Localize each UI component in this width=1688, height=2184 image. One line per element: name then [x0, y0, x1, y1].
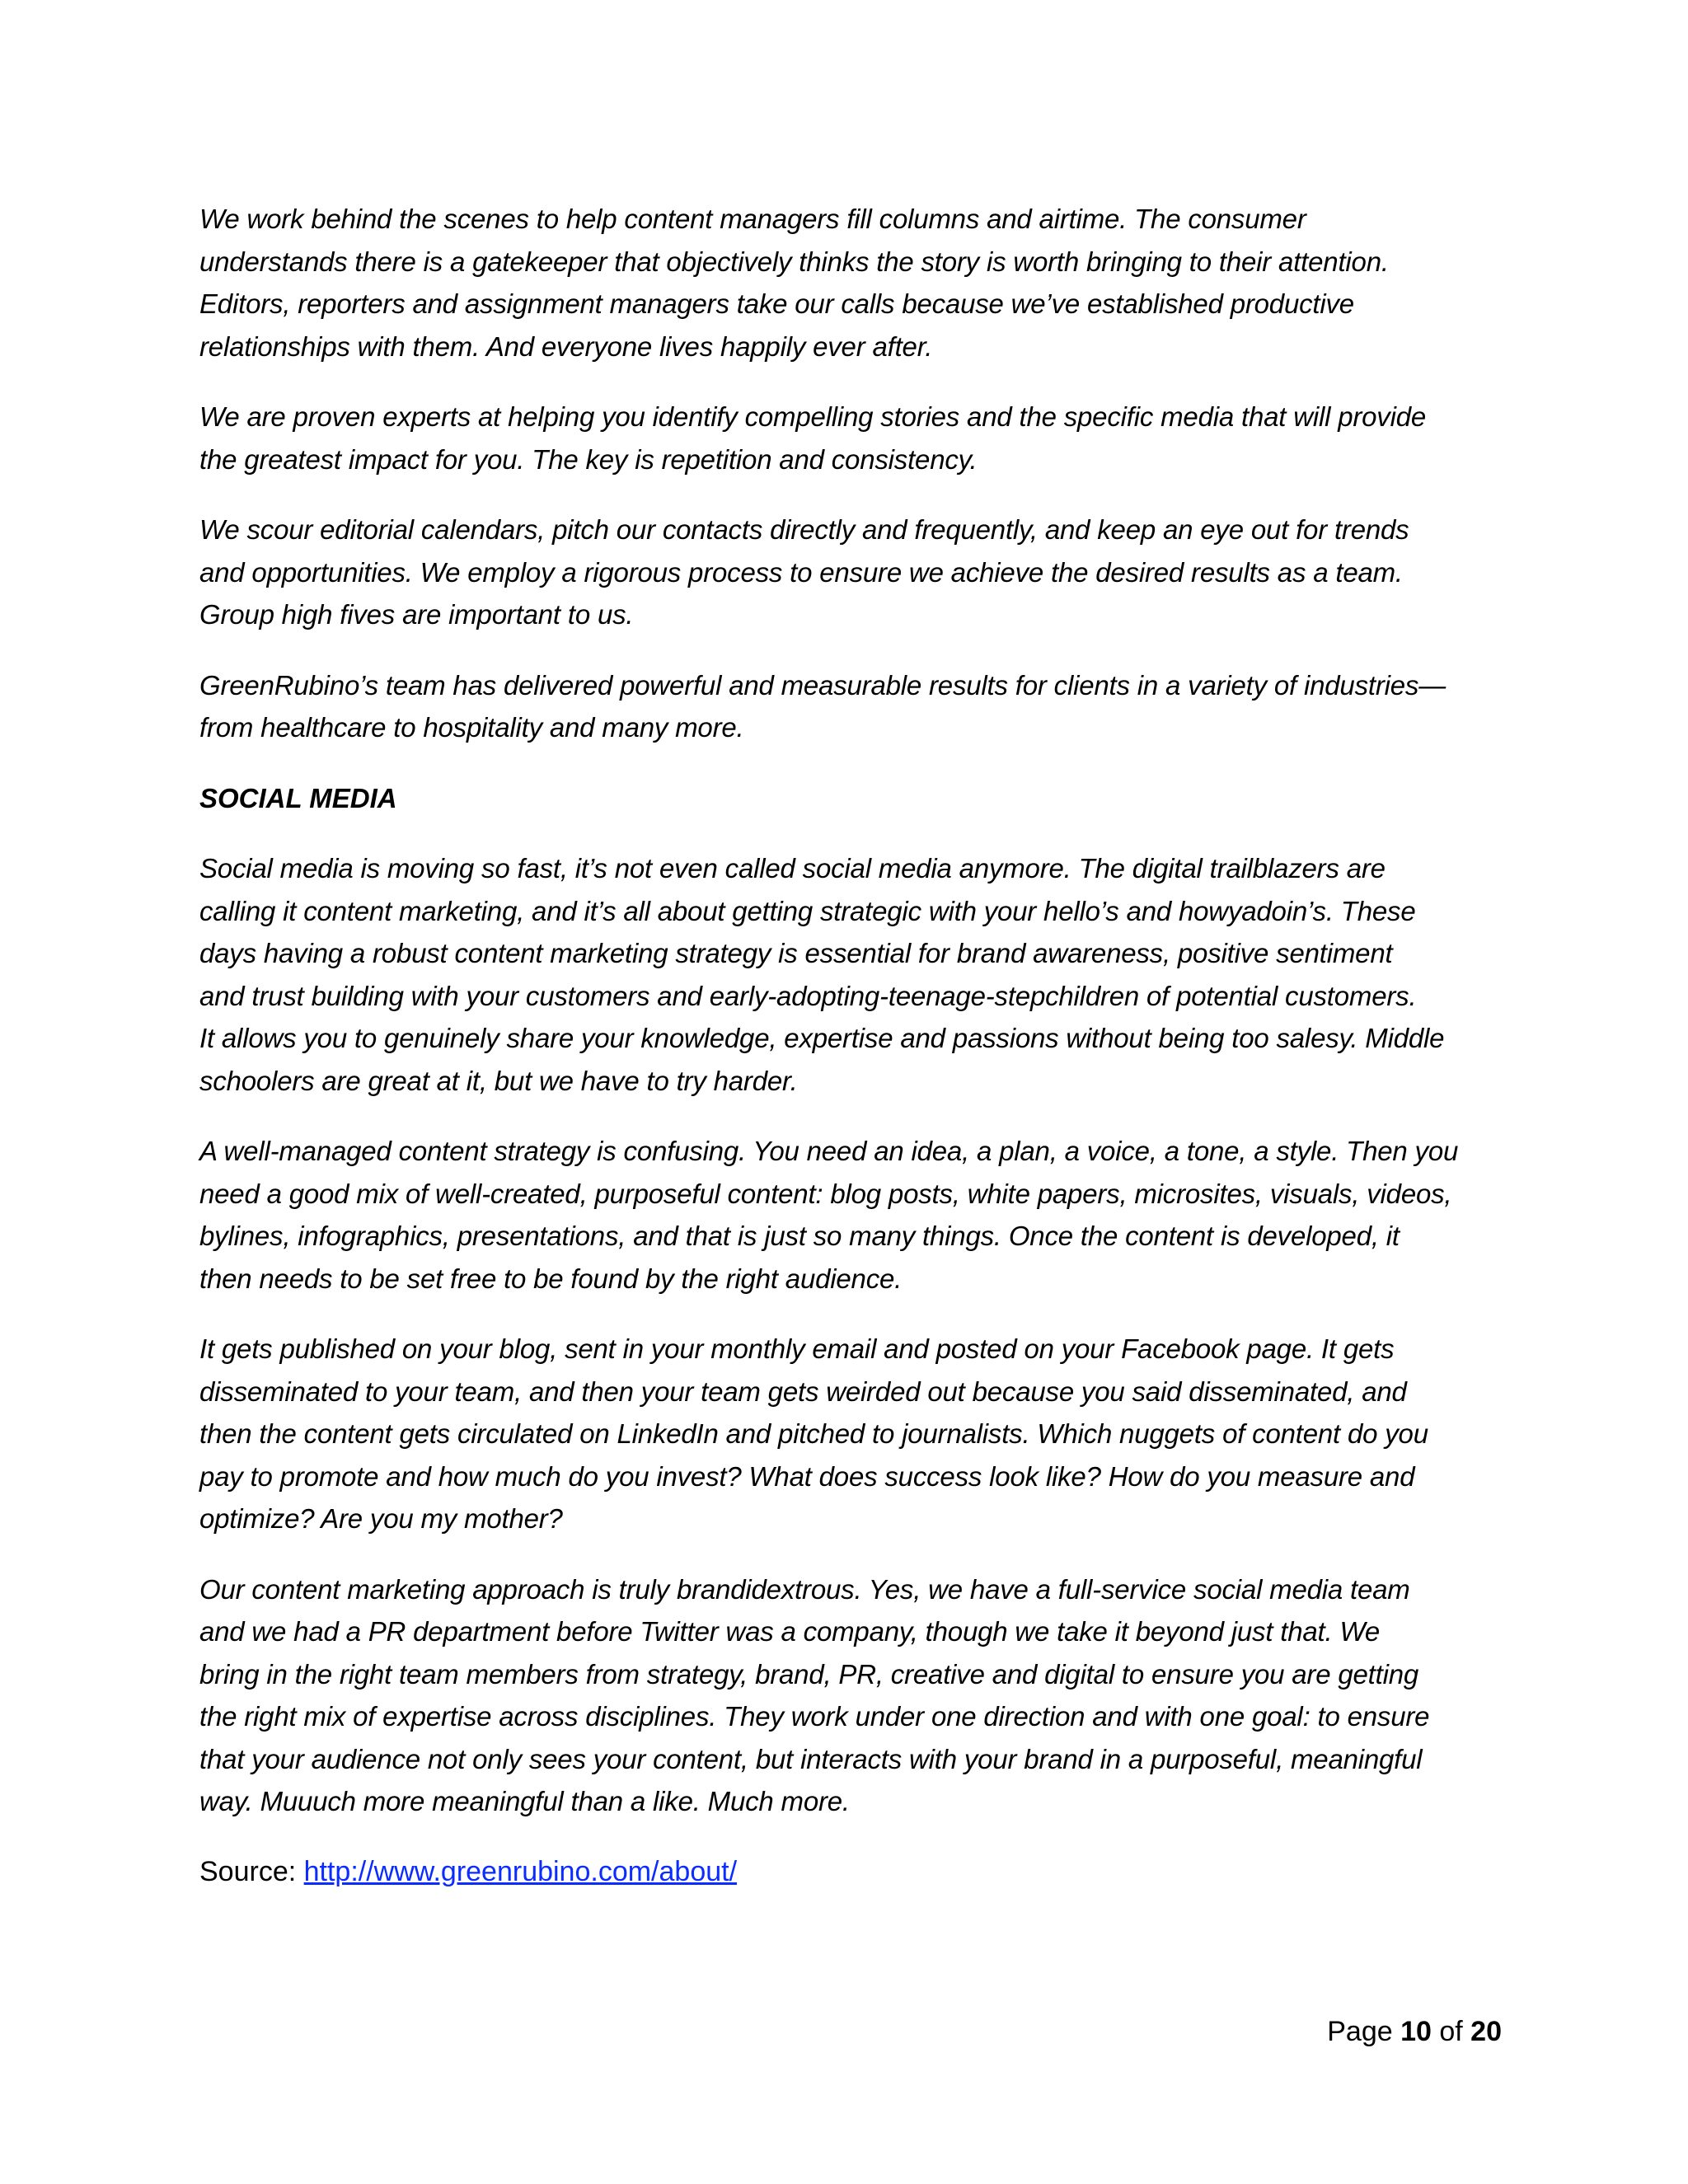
text-line: the greatest impact for you. The key is repetition and consistency.: [199, 443, 978, 475]
text-line: Our content marketing approach is truly brandidextrous. Yes, we have a full-service social media team: [199, 1573, 1410, 1605]
paragraph: [199, 847, 1502, 1102]
paragraph: [199, 509, 1502, 636]
text-line: Editors, reporters and assignment managers take our calls because we’ve established productive: [199, 288, 1354, 319]
text-line: We are proven experts at helping you identify compelling stories and the specific media that will provide: [199, 401, 1427, 432]
text-line: We work behind the scenes to help content managers fill columns and airtime. The consumer: [199, 204, 1306, 234]
page-separator: of: [1431, 2016, 1471, 2047]
page-content: [199, 198, 1502, 1893]
text-line: pay to promote and how much do you invest? What does success look like? How do you measure and: [199, 1460, 1415, 1492]
text-line: optimize? Are you my mother?: [199, 1503, 563, 1534]
text-line: and we had a PR department before Twitter was a company, though we take it beyond just that. We: [199, 1616, 1380, 1647]
text-line: It gets published on your blog, sent in your monthly email and posted on your Facebook page. It gets: [199, 1333, 1395, 1364]
text-line: the right mix of expertise across disciplines. They work under one direction and with one goal: to ensure: [199, 1701, 1430, 1732]
text-line: Social media is moving so fast, it’s not even called social media anymore. The digital trailblazers are: [199, 853, 1386, 883]
text-line: understands there is a gatekeeper that objectively thinks the story is worth bringing to their attention.: [199, 246, 1389, 277]
text-line: bylines, infographics, presentations, and that is just so many things. Once the content is developed, it: [199, 1221, 1400, 1251]
text-line: that your audience not only sees your content, but interacts with your brand in a purposeful, meaningful: [199, 1743, 1423, 1774]
text-line: A well-managed content strategy is confusing. You need an idea, a plan, a voice, a tone, a style. Then you: [199, 1136, 1459, 1166]
text-line: way. Muuuch more meaningful than a like. Much more.: [199, 1786, 850, 1816]
text-line: calling it content marketing, and it’s all about getting strategic with your hello’s and howyadoin’s. These: [199, 895, 1416, 926]
page-prefix: Page: [1327, 2016, 1401, 2047]
text-line: bring in the right team members from strategy, brand, PR, creative and digital to ensure you are getting: [199, 1658, 1419, 1690]
source-label: Source:: [199, 1855, 304, 1887]
text-line: Group high fives are important to us.: [199, 599, 634, 630]
current-page: 10: [1400, 2016, 1432, 2047]
text-line: from healthcare to hospitality and many more.: [199, 712, 744, 743]
text-line: and trust building with your customers and early-adopting-teenage-stepchildren of potential customers.: [199, 980, 1417, 1011]
paragraph: [199, 1130, 1502, 1300]
paragraph: [199, 396, 1502, 480]
paragraph: [199, 198, 1502, 368]
paragraph: [199, 1568, 1502, 1823]
text-line: then needs to be set free to be found by the right audience.: [199, 1263, 903, 1294]
paragraph: [199, 664, 1502, 749]
text-line: schoolers are great at it, but we have to try harder.: [199, 1065, 798, 1096]
total-pages: 20: [1470, 2016, 1502, 2047]
section-heading: SOCIAL MEDIA: [199, 782, 397, 813]
paragraph: [199, 1328, 1502, 1540]
text-line: days having a robust content marketing strategy is essential for brand awareness, positive sentiment: [199, 938, 1393, 968]
text-line: It allows you to genuinely share your knowledge, expertise and passions without being too salesy. Middle: [199, 1023, 1445, 1053]
text-line: then the content gets circulated on LinkedIn and pitched to journalists. Which nuggets of content do you: [199, 1418, 1428, 1449]
source-link[interactable]: http://www.greenrubino.com/about/: [303, 1855, 738, 1887]
text-line: We scour editorial calendars, pitch our contacts directly and frequently, and keep an eye out for trends: [199, 514, 1409, 545]
text-line: GreenRubino’s team has delivered powerful and measurable results for clients in a variety of industries—: [199, 669, 1447, 701]
page-number: [1327, 2011, 1502, 2052]
text-line: relationships with them. And everyone lives happily ever after.: [199, 330, 933, 362]
text-line: disseminated to your team, and then your team gets weirded out because you said disseminated, and: [199, 1376, 1407, 1407]
source-line: [199, 1851, 1502, 1894]
text-line: need a good mix of well-created, purposeful content: blog posts, white papers, microsites, visuals, videos,: [199, 1178, 1452, 1209]
text-line: and opportunities. We employ a rigorous process to ensure we achieve the desired results as a team.: [199, 556, 1403, 588]
